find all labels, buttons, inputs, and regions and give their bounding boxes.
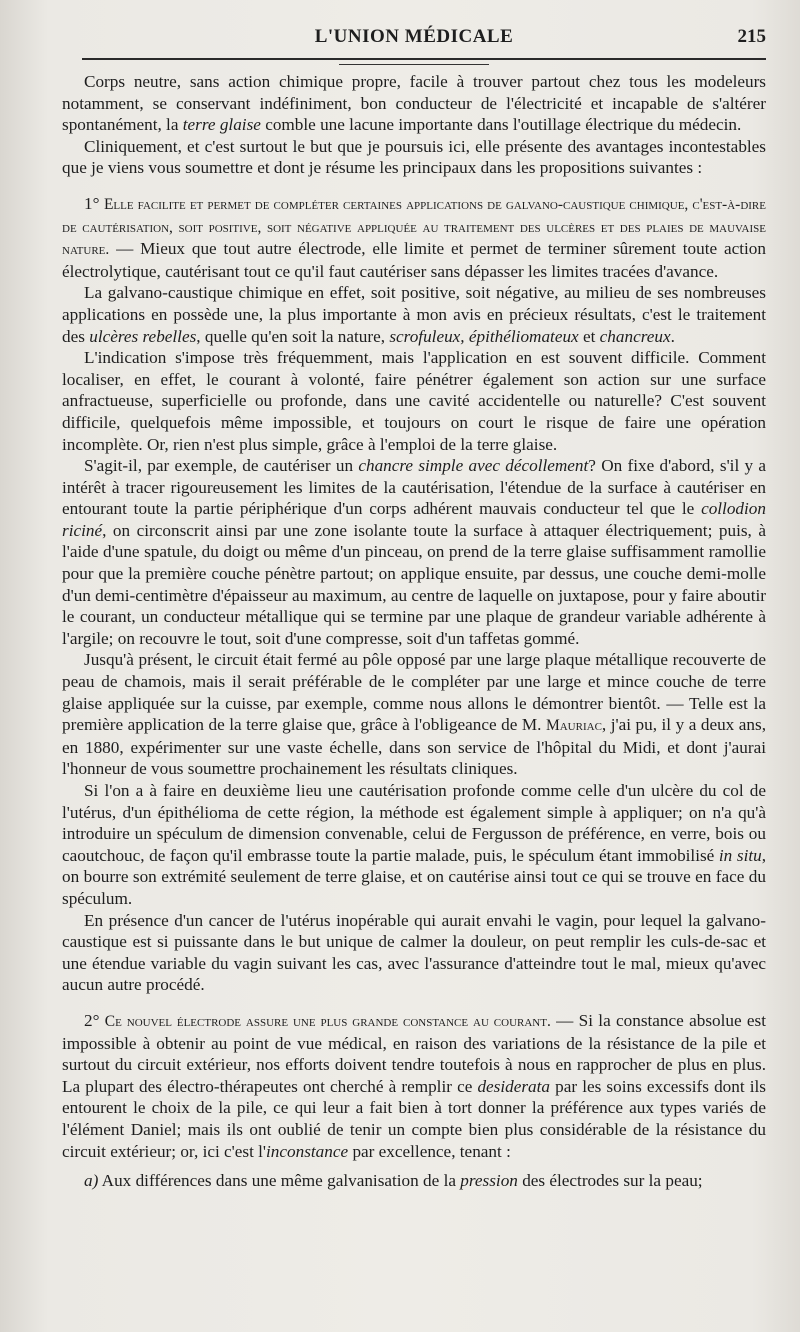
item-label: a) (84, 1171, 99, 1191)
person-name: Mauriac (545, 717, 602, 735)
emphasis: scrofuleux, épithéliomateux (389, 326, 579, 346)
section-1: 1° Elle facilite et permet de compléter certaines applications de galvano-caustique chimique, c'est-à-dire de cautérisation, soit positive, soit négative appliquée au traitement des ulcères et des plaies de mauvaise nature. — Mieux que tout autre électrode, elle limite et permet de terminer sûrement toute action électrolytique, cautérisant tout ce qu'il faut cautériser sans dépasser les limites tracées d'avance. (62, 193, 766, 281)
emphasis: inconstance (266, 1141, 349, 1161)
emphasis: chancre simple avec décollement (358, 456, 589, 476)
separator-rule (339, 64, 489, 65)
paragraph: La galvano-caustique chimique en effet, soit positive, soit négative, au milieu de ses nombreuses applications en possède une, la plus importante à mon avis en précieux résultats, c'est le traitement des ulcères rebelles, quelle qu'en soit la nature, scrofuleux, épithéliomateux et chancreux. (62, 283, 766, 346)
paragraph: Si l'on a à faire en deuxième lieu une cautérisation profonde comme celle d'un ulcère du col de l'utérus, d'un épithélioma de cette région, la méthode est également simple à appliquer; on n'a qu'à introduire un spéculum de dimension convenable, celui de Fergusson de préférence, en verre, bois ou caoutchouc, de façon qu'il embrasse toute la partie malade, puis, le spéculum étant immobilisé in situ, on bourre son extrémité seulement de terre glaise, et on cautérise ainsi tout ce qui se trouve en face du spéculum. (62, 781, 767, 908)
paragraph: Jusqu'à présent, le circuit était fermé au pôle opposé par une large plaque métallique recouverte de peau de chamois, mais il serait préférable de le compléter par une large et mince couche de terre glaise appliquée sur la cuisse, par exemple, comme nous allons le démontrer bientôt. — Telle est la première application de la terre glaise que, grâce à l'obligeance de M. Mauriac, j'ai pu, il y a deux ans, en 1880, expérimenter sur une vaste échelle, dans son service de l'hôpital du Midi, et dont j'aurai l'honneur de vous soumettre prochainement les résultats cliniques. (62, 650, 767, 779)
emphasis: desiderata (477, 1076, 551, 1096)
running-title: L'UNION MÉDICALE (314, 26, 514, 47)
paragraph: En présence d'un cancer de l'utérus inopérable qui aurait envahi le vagin, pour lequel la galvano-caustique est si puissante dans le but unique de calmer la douleur, on peut remplir les culs-de-sac et une étendue variable du vagin suivant les cas, avec l'assurance d'atteindre tout le mal, mieux qu'avec aucun autre procédé. (62, 910, 766, 995)
list-item: a) Aux différences dans une même galvanisation de la pression des électrodes sur la peau; (84, 1171, 703, 1191)
article-body (62, 71, 766, 1192)
paragraph: L'indication s'impose très fréquemment, mais l'application en est souvent difficile. Comment localiser, en effet, le courant à volonté, faire pénétrer également son action sur une surface anfractueuse, superficielle ou profonde, dans une cavité accidentelle ou naturelle? C'est souvent difficile, quelquefois même impossible, et toujours on court le risque de faire une opération incomplète. Or, rien n'est plus simple, grâce à l'emploi de la terre glaise. (62, 348, 766, 454)
paragraph: S'agit-il, par exemple, de cautériser un chancre simple avec décollement? On fixe d'abord, s'il y a intérêt à tracer rigoureusement les limites de la cautérisation, l'étendue de la surface à cautériser en entourant toute la partie périphérique d'un corps adhérent mauvais conducteur tel que le collodion riciné, on circonscrit ainsi par une zone isolante toute la surface à attaquer électriquement; puis, à l'aide d'une spatule, du doigt ou même d'un pinceau, on prend de la terre glaise suffisamment ramollie pour que la première couche pénètre partout; on applique ensuite, par dessus, une couche demi-molle d'un demi-centimètre d'épaisseur au maximum, au centre de laquelle on juxtapose, pour y faire aboutir le courant, un conducteur métallique qui se termine par une plaque de grandeur variable adhérente à l'argile; on recouvre le tout, soit d'une compresse, soit d'un taffetas gommé. (62, 456, 767, 648)
paragraph: Cliniquement, et c'est surtout le but que je poursuis ici, elle présente des avantages incontestables que je viens vous soumettre et dont je résume les principaux dans les propositions suivantes : (62, 136, 766, 178)
section-2: 2° Ce nouvel électrode assure une plus grande constance au courant. — Si la constance absolue est impossible à obtenir au point de vue médical, en raison des variations de la résistance de la pile et surtout du circuit extérieur, nos efforts doivent tendre toutefois à nous en rapprocher de plus en plus. La plupart des électro-thérapeutes ont cherché à remplir ce desiderata par les soins excessifs dont ils entourent le choix de la pile, ce qui leur a fait bien à tort donner la préférence aux types variés de l'élément Daniel; mais ils ont oublié de tenir un compte bien plus considérable de la résistance du circuit extérieur; or, ici c'est l'inconstance par excellence, tenant : (62, 1010, 767, 1161)
emphasis: in situ (718, 845, 762, 865)
emphasis: terre glaise (182, 115, 261, 135)
emphasis: pression (460, 1171, 518, 1191)
emphasis: chancreux (599, 326, 671, 346)
paragraph: Corps neutre, sans action chimique propre, facile à trouver partout chez tous les modeleurs notamment, se conservant indéfiniment, bon conducteur de l'électricité et incapable de s'altérer spontanément, la terre glaise comble une lacune importante dans l'outillage électrique du médecin. (62, 72, 766, 135)
section-heading: Ce nouvel électrode assure une plus grande constance au courant. (104, 1012, 551, 1030)
running-head (62, 22, 766, 52)
emphasis: collodion riciné (62, 499, 766, 540)
section-heading: Elle facilite et permet de compléter certaines applications de galvano-caustique chimique, c'est-à-dire de cautérisation, soit positive, soit négative appliquée au traitement des ulcères et des plaies de mauvaise nature. (62, 195, 766, 259)
emphasis: ulcères rebelles (89, 326, 197, 346)
header-rule (82, 58, 766, 60)
page-number: 215 (737, 26, 766, 47)
